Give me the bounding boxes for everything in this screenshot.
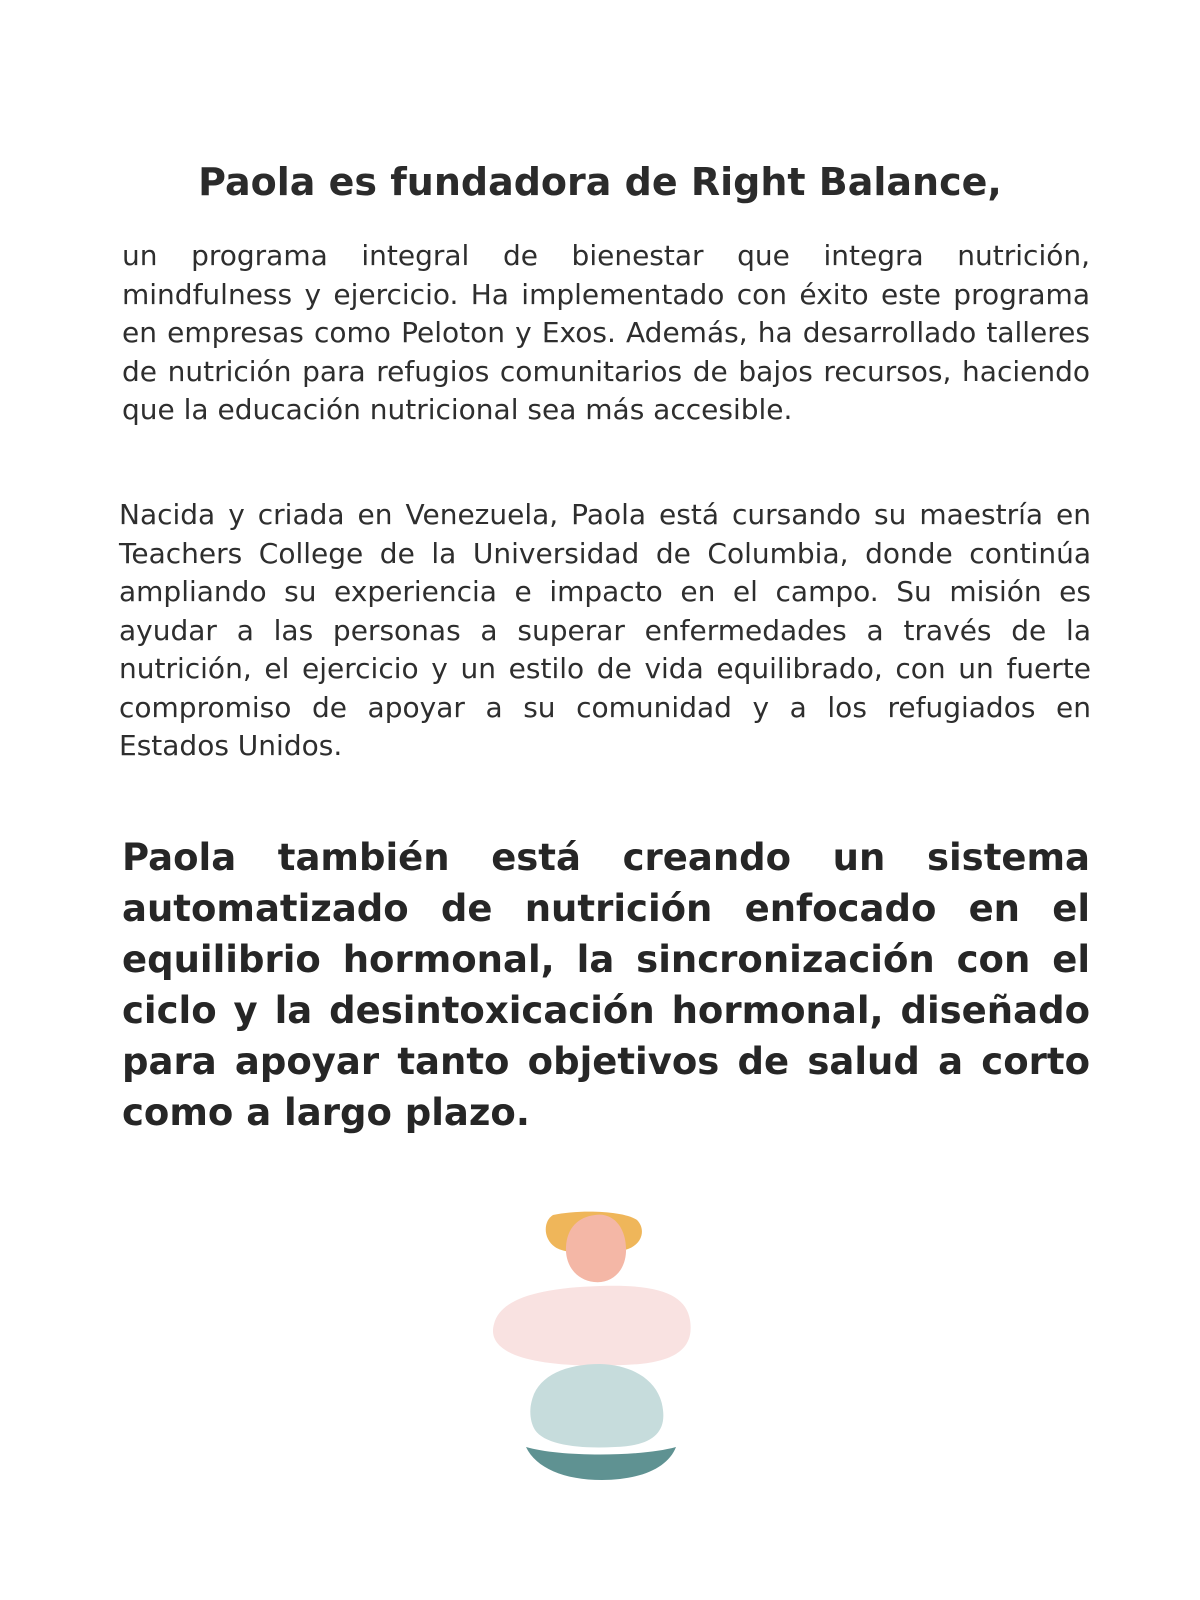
balanced-stones-icon [490,1200,720,1530]
bio-paragraph-1: un programa integral de bienestar que integra nutrición, mindfulness y ejercicio. Ha implementado con éxito este programa en empresas como Peloton y Exos. Además, ha desarrollado talleres de nutrición para refugios comunitarios de bajos recursos, haciendo que la educación nutricional sea más accesible. [122,239,1090,426]
stone-salmon [566,1215,626,1283]
bio-paragraph-2: Nacida y criada en Venezuela, Paola está cursando su maestría en Teachers College de la Universidad de Columbia, donde continúa ampliando su experiencia e impacto en el campo. Su misión es ayudar a las personas a superar enfermedades a través de la nutrición, el ejercicio y un estilo de vida equilibrado, con un fuerte compromiso de apoyar a su comunidad y a los refugiados en Estados Unidos. [119,498,1091,762]
stone-sage [530,1364,663,1447]
stone-teal [526,1447,676,1480]
page-title: Paola es fundadora de Right Balance, [198,160,1002,204]
stone-pink [493,1286,691,1366]
highlight-paragraph: Paola también está creando un sistema automatizado de nutrición enfocado en el equilibrio hormonal, la sincronización con el ciclo y la desintoxicación hormonal, diseñado para apoyar tanto objetivos de salud a corto como a largo plazo. [122,836,1090,1134]
